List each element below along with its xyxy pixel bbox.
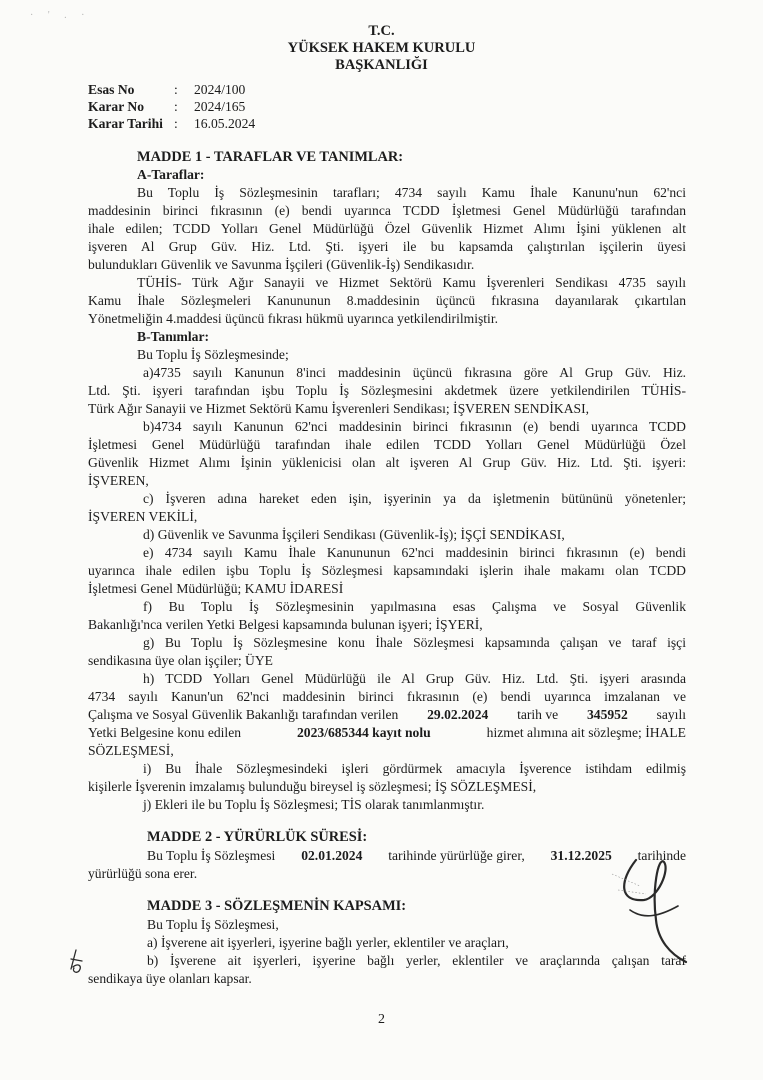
scope-b: b) İşverene ait işyerleri, işyerine bağlı yerler, eklentiler ve araçlarında çalışan taraf <box>147 953 686 968</box>
paragraph-line: Türk Ağır Sanayii ve Hizmet Sektörü Kamu İşverenleri Sendikası; İŞVEREN SENDİKASI, <box>88 401 589 416</box>
meta-value: 2024/100 <box>194 82 246 97</box>
paragraph-line: Bu Toplu İş Sözleşmesi, <box>147 917 279 932</box>
paragraph-line: kişilerle İşverenin imzalamış bulunduğu bireysel iş sözleşmesi; İŞ SÖZLEŞMESİ, <box>88 779 537 794</box>
meta-key: Karar No <box>88 99 145 114</box>
meta-decision-no <box>88 98 245 115</box>
scan-specks: · ' . · <box>30 10 91 21</box>
paragraph-line: ihale edilen; TCDD Yolları Genel Müdürlüğü Özel Güvenlik Hizmet Alımı İşini yüklenen alt <box>88 221 686 236</box>
definition-j: j) Ekleri ile bu Toplu İş Sözleşmesi; TİS olarak tanımlanmıştır. <box>143 797 485 812</box>
paragraph-line: işveren Al Grup Güv. Hiz. Ltd. Şti. işyeri ile bu kapsamda çalıştırılan işçilerin üyesi <box>88 239 686 254</box>
meta-value: 2024/165 <box>194 99 246 114</box>
meta-case-no <box>88 81 245 98</box>
paragraph-line: İŞVEREN VEKİLİ, <box>88 509 198 524</box>
text-run: tarih ve <box>517 707 559 722</box>
paragraph-line: İşletmesi Genel Müdürlüğü; KAMU İDARESİ <box>88 581 344 596</box>
text-run: Yetki Belgesine konu edilen <box>88 725 242 740</box>
text-run: tarihinde <box>637 848 686 863</box>
start-date: 02.01.2024 <box>301 848 363 863</box>
registration-number: 2023/685344 kayıt nolu <box>297 725 431 740</box>
paragraph-line <box>88 724 686 741</box>
paragraph-line <box>88 706 686 723</box>
paragraph-line: Güvenlik Hizmet Alımı İşinin yüklenicisi olan alt işveren Al Grup Güv. Hiz. Ltd. Şti. işyeri: <box>88 455 686 470</box>
paragraph-line: Bu Toplu İş Sözleşmesinin tarafları; 4734 sayılı Kamu İhale Kanunu'nun 62'nci <box>137 185 686 200</box>
paragraph-line: Yönetmeliğin 4.maddesi üçüncü fıkrası hükmü uyarınca yetkilendirilmiştir. <box>88 311 498 326</box>
definition-b: b)4734 sayılı Kanunun 62'nci maddesinin birinci fıkrasının (e) bendi uyarınca TCDD <box>143 419 686 434</box>
subheading-definitions: B-Tanımlar: <box>137 329 210 344</box>
paragraph-line: İŞVEREN, <box>88 473 149 488</box>
paragraph-line: TÜHİS- Türk Ağır Sanayii ve Hizmet Sektörü Kamu İşverenleri Sendikası 4735 sayılı <box>137 275 686 290</box>
header-institution: YÜKSEK HAKEM KURULU <box>287 40 476 56</box>
date-permit: 29.02.2024 <box>427 707 489 722</box>
article-1-heading: MADDE 1 - TARAFLAR VE TANIMLAR: <box>137 149 404 165</box>
handwritten-signature <box>600 850 700 970</box>
text-run: Bu Toplu İş Sözleşmesi <box>147 848 276 863</box>
meta-sep: : <box>174 116 178 131</box>
definition-e: e) 4734 sayılı Kamu İhale Kanununun 62'nci maddesinin birinci fıkrasının (e) bendi <box>143 545 686 560</box>
paragraph-line: sendikaya üye olanları kapsar. <box>88 971 252 986</box>
meta-key: Esas No <box>88 82 135 97</box>
paragraph-line: sendikasına üye olan işçiler; ÜYE <box>88 653 273 668</box>
text-run: Çalışma ve Sosyal Güvenlik Bakanlığı tarafından verilen <box>88 707 399 722</box>
paragraph-line: Kamu İhale Sözleşmeleri Kanununun 8.maddesinin üçüncü fıkrasına dayanılarak çıkartılan <box>88 293 686 308</box>
paragraph-line: 4734 sayılı Kanun'un 62'nci maddesinin birinci fıkrasının (e) bendi uyarınca imzalanan ve <box>88 689 686 704</box>
paragraph-line: maddesinin birinci fıkrasının (e) bendi uyarınca TCDD İşletmesi Genel Müdürlüğü tarafından <box>88 203 686 218</box>
paragraph-line: Ltd. Şti. işyeri tarafından işbu Toplu İş Sözleşmesini akdetmek üzere yetkilendirilen TÜHİS- <box>88 383 686 398</box>
permit-number: 345952 <box>586 707 628 722</box>
margin-initial-mark <box>64 947 88 975</box>
paragraph-line: Bakanlığı'nca verilen Yetki Belgesi kapsamında bulunan işyeri; İŞYERİ, <box>88 617 483 632</box>
definition-c: c) İşveren adına hareket eden işin, işyerinin ya da işletmenin bütününü yönetenler; <box>143 491 686 506</box>
header-tc: T.C. <box>368 23 395 39</box>
paragraph-line: SÖZLEŞMESİ, <box>88 743 174 758</box>
paragraph-line: bulundukları Güvenlik ve Savunma İşçileri (Güvenlik-İş) Sendikasıdır. <box>88 257 475 272</box>
page-number: 2 <box>378 1012 385 1027</box>
meta-sep: : <box>174 82 178 97</box>
meta-sep: : <box>174 99 178 114</box>
paragraph-line: Bu Toplu İş Sözleşmesinde; <box>137 347 289 362</box>
definition-a: a)4735 sayılı Kanunun 8'inci maddesinin üçüncü fıkrasına göre Al Grup Güv. Hiz. <box>143 365 686 380</box>
paragraph-line: uyarınca ihale edilen işbu Toplu İş Sözleşmesi kapsamındaki işlerin ihale makamı olan TCDD <box>88 563 686 578</box>
scope-a: a) İşverene ait işyerleri, işyerine bağlı yerler, eklentiler ve araçları, <box>147 935 509 950</box>
subheading-parties: A-Taraflar: <box>137 167 205 182</box>
header-presidency: BAŞKANLIĞI <box>335 57 428 73</box>
definition-g: g) Bu Toplu İş Sözleşmesine konu İhale Sözleşmesi kapsamında çalışan ve taraf işçi <box>143 635 686 650</box>
article-3-heading: MADDE 3 - SÖZLEŞMENİN KAPSAMI: <box>147 898 407 914</box>
definition-f: f) Bu Toplu İş Sözleşmesinin yapılmasına esas Çalışma ve Sosyal Güvenlik <box>143 599 686 614</box>
meta-key: Karar Tarihi <box>88 116 163 131</box>
definition-d: d) Güvenlik ve Savunma İşçileri Sendikası (Güvenlik-İş); İŞÇİ SENDİKASI, <box>143 527 565 542</box>
article-2-heading: MADDE 2 - YÜRÜRLÜK SÜRESİ: <box>147 829 368 845</box>
text-run: tarihinde yürürlüğe girer, <box>388 848 525 863</box>
meta-decision-date <box>88 115 255 132</box>
text-run: hizmet alımına ait sözleşme; İHALE <box>486 725 686 740</box>
paragraph-line: İşletmesi Genel Müdürlüğü tarafından ihale edilen TCDD Yolları Genel Müdürlüğü Özel <box>88 437 686 452</box>
definition-i: i) Bu İhale Sözleşmesindeki işleri gördürmek amacıyla İşverence istihdam edilmiş <box>143 761 686 776</box>
end-date: 31.12.2025 <box>550 848 612 863</box>
meta-value: 16.05.2024 <box>194 116 256 131</box>
definition-h: h) TCDD Yolları Genel Müdürlüğü ile Al Grup Güv. Hiz. Ltd. Şti. işyeri arasında <box>143 671 686 686</box>
text-run: sayılı <box>656 707 686 722</box>
paragraph-line: yürürlüğü sona erer. <box>88 866 198 881</box>
